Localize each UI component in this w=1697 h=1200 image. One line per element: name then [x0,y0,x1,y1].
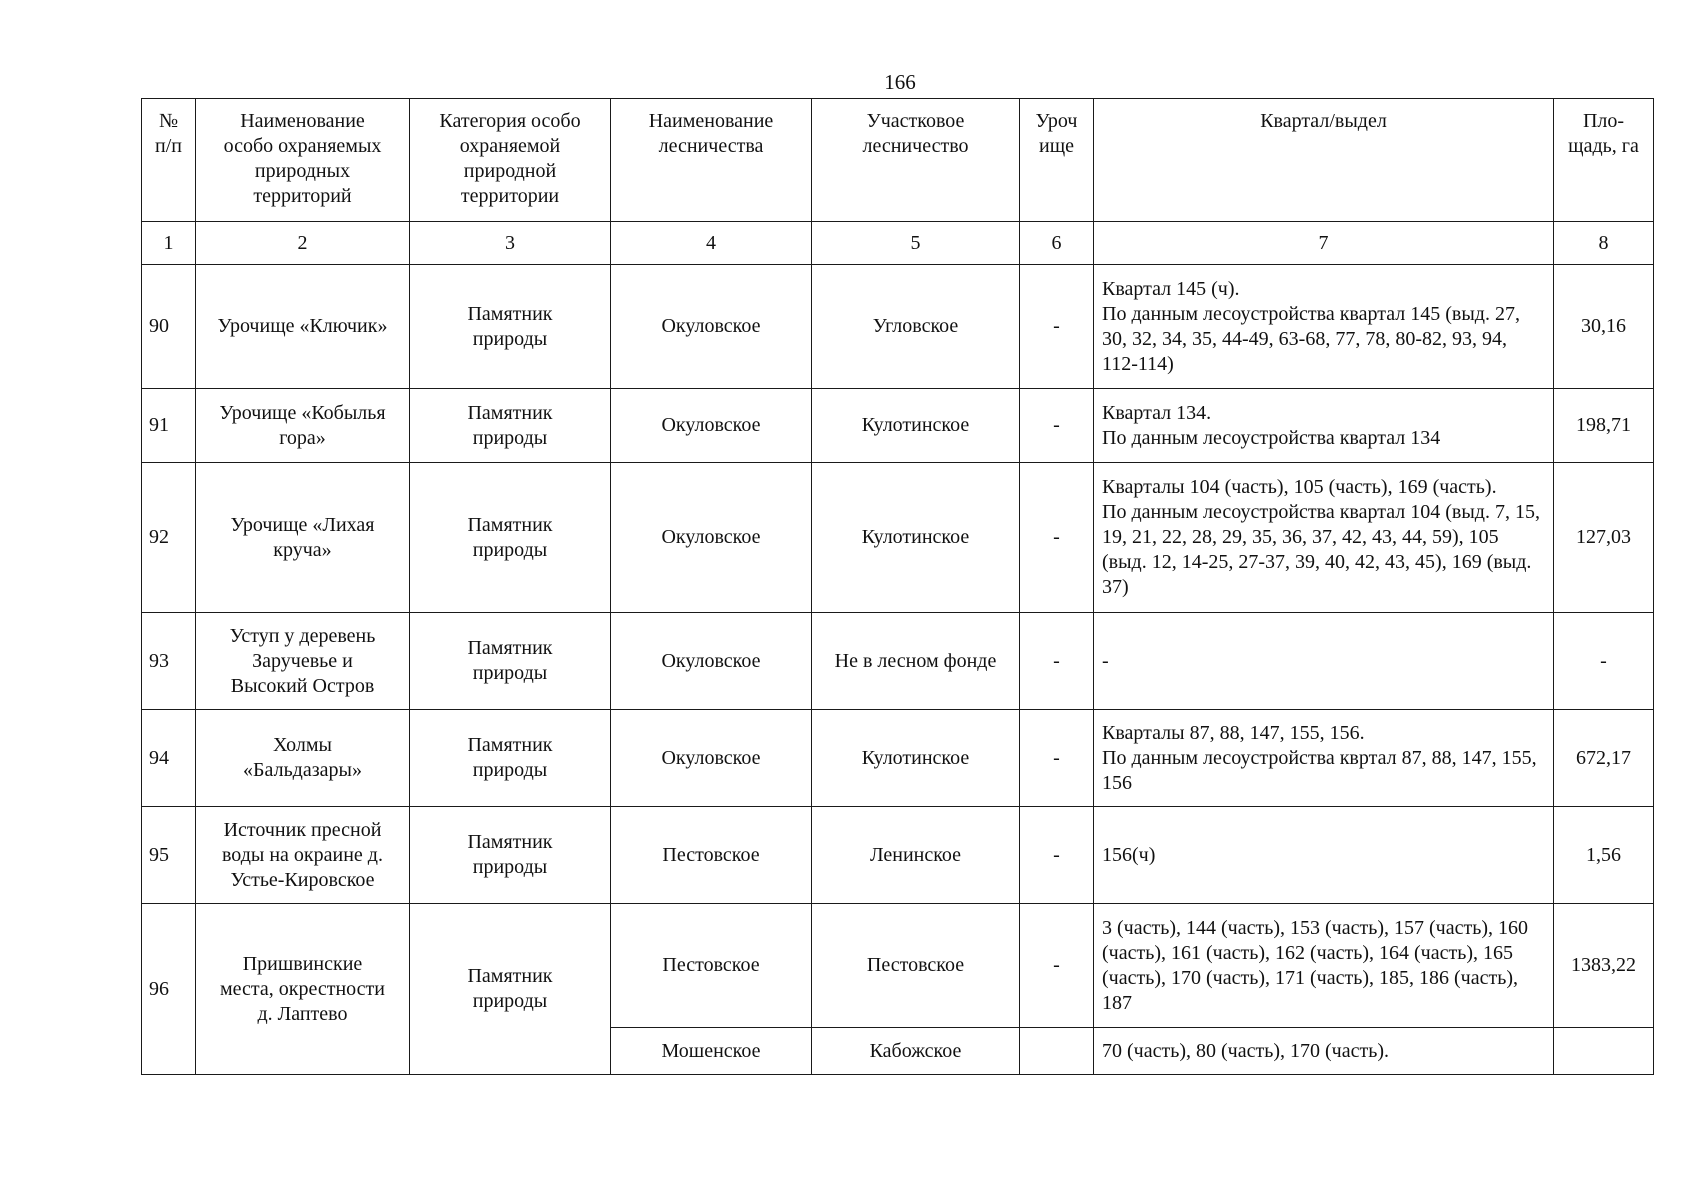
row-number: 91 [142,389,196,463]
table-row [142,613,1654,710]
quarter-allotment: 70 (часть), 80 (часть), 170 (часть). [1094,1028,1554,1075]
header-territory-name: Наименование особо охраняемых природных территорий [196,99,410,222]
header-quarter: Квартал/выдел [1094,99,1554,222]
tract: - [1020,613,1094,710]
territory-category: Памятник природы [410,904,611,1075]
territory-name: Пришвинские места, окрестности д. Лаптево [196,904,410,1075]
column-number: 7 [1094,222,1554,265]
tract: - [1020,807,1094,904]
header-forestry: Наименование лесничества [611,99,812,222]
table-row [142,710,1654,807]
district-forestry: Угловское [812,265,1020,389]
column-number-row [142,222,1654,265]
territory-name: Источник пресной воды на окраине д. Устье-Кировское [196,807,410,904]
forestry-name: Окуловское [611,463,812,613]
forestry-name: Окуловское [611,389,812,463]
area-ha: - [1554,613,1654,710]
tract: - [1020,389,1094,463]
tract: - [1020,710,1094,807]
district-forestry: Не в лесном фонде [812,613,1020,710]
district-forestry: Кулотинское [812,389,1020,463]
column-number: 2 [196,222,410,265]
header-number: № п/п [142,99,196,222]
table-row [142,389,1654,463]
district-forestry: Кулотинское [812,710,1020,807]
district-forestry: Пестовское [812,904,1020,1028]
forestry-name: Пестовское [611,904,812,1028]
forestry-name: Пестовское [611,807,812,904]
column-number: 8 [1554,222,1654,265]
tract: - [1020,904,1094,1028]
forestry-name: Окуловское [611,613,812,710]
district-forestry: Кулотинское [812,463,1020,613]
quarter-allotment: Кварталы 104 (часть), 105 (часть), 169 (часть). По данным лесоустройства квартал 104 (выд. 7, 15, 19, 21, 22, 28, 29, 35, 36, 37, 42, 43, 44, 59), 105 (выд. 12, 14-25, 27-37, 39, 40, 42, 43, 45), 169 (выд. 37) [1094,463,1554,613]
territory-name: Холмы «Бальдазары» [196,710,410,807]
quarter-allotment: Кварталы 87, 88, 147, 155, 156. По данным лесоустройства квртал 87, 88, 147, 155, 156 [1094,710,1554,807]
header-tract: Уроч ище [1020,99,1094,222]
forestry-name: Окуловское [611,265,812,389]
table-row [142,904,1654,1028]
table-row [142,265,1654,389]
territory-category: Памятник природы [410,613,611,710]
header-row [142,99,1654,222]
area-ha: 127,03 [1554,463,1654,613]
area-ha: 1,56 [1554,807,1654,904]
row-number: 90 [142,265,196,389]
header-area: Пло- щадь, га [1554,99,1654,222]
row-number: 95 [142,807,196,904]
territory-category: Памятник природы [410,463,611,613]
column-number: 6 [1020,222,1094,265]
area-ha: 672,17 [1554,710,1654,807]
territory-name: Урочище «Кобылья гора» [196,389,410,463]
area-ha: 198,71 [1554,389,1654,463]
quarter-allotment: Квартал 145 (ч). По данным лесоустройства квартал 145 (выд. 27, 30, 32, 34, 35, 44-49, 63-68, 77, 78, 80-82, 93, 94, 112-114) [1094,265,1554,389]
tract [1020,1028,1094,1075]
header-category: Категория особо охраняемой природной территории [410,99,611,222]
territory-category: Памятник природы [410,807,611,904]
territory-name: Уступ у деревень Заручевье и Высокий Остров [196,613,410,710]
territory-category: Памятник природы [410,710,611,807]
tract: - [1020,265,1094,389]
forestry-name: Мошенское [611,1028,812,1075]
tract: - [1020,463,1094,613]
column-number: 1 [142,222,196,265]
row-number: 96 [142,904,196,1075]
quarter-allotment: 156(ч) [1094,807,1554,904]
column-number: 3 [410,222,611,265]
district-forestry: Кабожское [812,1028,1020,1075]
table-row [142,807,1654,904]
quarter-allotment: 3 (часть), 144 (часть), 153 (часть), 157 (часть), 160 (часть), 161 (часть), 162 (часть), 164 (часть), 165 (часть), 170 (часть), 171 (часть), 185, 186 (часть), 187 [1094,904,1554,1028]
column-number: 5 [812,222,1020,265]
area-ha [1554,1028,1654,1075]
area-ha: 1383,22 [1554,904,1654,1028]
column-number: 4 [611,222,812,265]
quarter-allotment: - [1094,613,1554,710]
territory-category: Памятник природы [410,265,611,389]
protected-areas-table [141,98,1654,1075]
page-number: 166 [884,70,916,94]
territory-name: Урочище «Лихая круча» [196,463,410,613]
territory-category: Памятник природы [410,389,611,463]
header-district-forestry: Участковое лесничество [812,99,1020,222]
quarter-allotment: Квартал 134. По данным лесоустройства квартал 134 [1094,389,1554,463]
row-number: 94 [142,710,196,807]
row-number: 92 [142,463,196,613]
territory-name: Урочище «Ключик» [196,265,410,389]
row-number: 93 [142,613,196,710]
forestry-name: Окуловское [611,710,812,807]
district-forestry: Ленинское [812,807,1020,904]
table-row [142,463,1654,613]
area-ha: 30,16 [1554,265,1654,389]
